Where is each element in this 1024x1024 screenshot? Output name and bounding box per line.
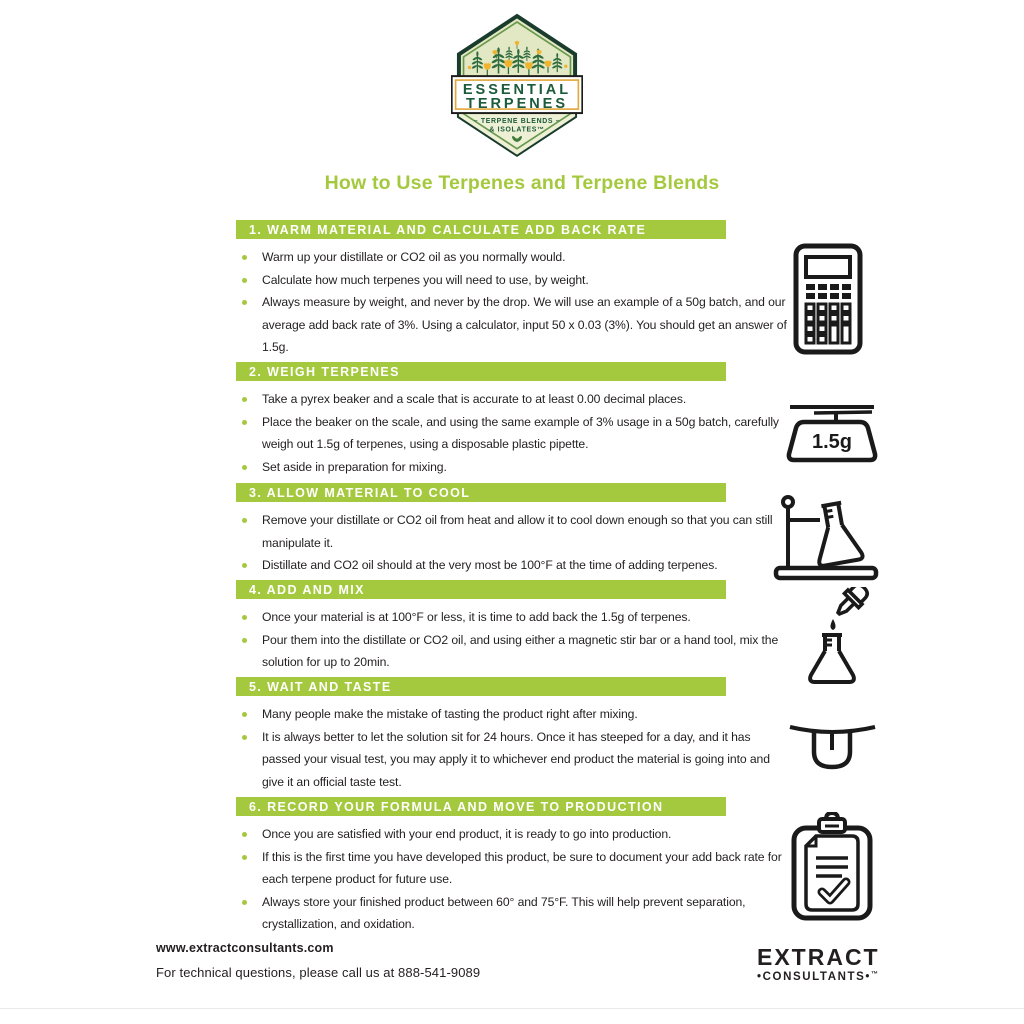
logo-tagline-line1: – TERPENE BLENDS – [473,117,561,125]
clipboard-check-icon [786,812,878,924]
section-header-bar [236,580,726,599]
bullet-item: Remove your distillate or CO2 oil from heat and allow it to cool down enough so that you can still manipulate it. [262,509,787,554]
section-1 [236,220,787,359]
section-header-bar [236,797,726,816]
brand-trademark: ™ [871,971,879,978]
bullet-item: It is always better to let the solution sit for 24 hours. Once it has steeped for a day, and it has passed your visual test, you may apply it to whichever end product the material is going into and give it an official taste test. [262,726,787,794]
bullet-item: Once you are satisfied with your end product, it is ready to go into production. [262,823,787,846]
section-2 [236,362,779,478]
logo-title-line2: TERPENES [465,95,569,112]
footer-website: www.extractconsultants.com [156,941,334,955]
section-5 [236,677,770,793]
bullet-item: Take a pyrex beaker and a scale that is accurate to at least 0.00 decimal places. [262,388,787,411]
extract-consultants-logo [757,944,880,983]
section-6 [236,797,782,936]
section-bullets [236,606,787,674]
logo-tagline-line2: & ISOLATES™ [489,126,545,134]
footer-contact [156,941,480,980]
tongue-icon [785,710,880,782]
section-bullets [236,823,787,936]
section-heading: 1. WARM MATERIAL AND CALCULATE ADD BACK RATE [249,222,647,237]
section-bullets [236,246,787,359]
section-heading: 2. WEIGH TERPENES [249,364,400,379]
scale-icon [782,398,882,468]
section-bullets [236,703,787,793]
scale-weight-label: 1.5g [811,431,853,453]
section-header-bar [236,220,726,239]
dropper-flask-icon [785,587,880,687]
bullet-item: Set aside in preparation for mixing. [262,456,787,479]
section-header-bar [236,483,726,502]
bullet-item: Once your material is at 100°F or less, it is time to add back the 1.5g of terpenes. [262,606,787,629]
brand-subname: •CONSULTANTS•™ [757,971,879,983]
bullet-item: Place the beaker on the scale, and using the same example of 3% usage in a 50g batch, carefully weigh out 1.5g of terpenes, using a disposable plastic pipette. [262,411,787,456]
section-heading: 3. ALLOW MATERIAL TO COOL [249,485,471,500]
logo-title-line1: ESSENTIAL [462,81,572,98]
section-bullets [236,388,787,478]
flask-stand-icon [770,492,882,584]
bullet-item: Distillate and CO2 oil should at the very most be 100°F at the time of adding terpenes. [262,554,787,577]
section-header-bar [236,677,726,696]
section-bullets [236,509,787,577]
essential-terpenes-logo [451,12,583,164]
bullet-item: Pour them into the distillate or CO2 oil, and using either a magnetic stir bar or a hand tool, mix the solution for up to 20min. [262,629,787,674]
section-3 [236,483,773,577]
bullet-item: Always measure by weight, and never by the drop. We will use an example of a 50g batch, and our average add back rate of 3%. Using a calculator, input 50 x 0.03 (3%). You should get an answer of 1.5g. [262,291,787,359]
section-4 [236,580,779,674]
bullet-item: Calculate how much terpenes you will need to use, by weight. [262,269,787,292]
brand-name: EXTRACT [757,944,880,970]
bullet-item: If this is the first time you have developed this product, be sure to document your add back rate for each terpene product for future use. [262,846,787,891]
section-heading: 4. ADD AND MIX [249,582,365,597]
section-heading: 5. WAIT AND TASTE [249,679,392,694]
bullet-item: Always store your finished product between 60° and 75°F. This will help prevent separation, crystallization, and oxidation. [262,891,787,936]
page-bottom-edge [0,1008,1024,1009]
footer-support-line: For technical questions, please call us at 888-541-9089 [156,965,481,980]
section-heading: 6. RECORD YOUR FORMULA AND MOVE TO PRODUCTION [249,799,664,814]
calculator-icon [789,243,875,355]
bullet-item: Many people make the mistake of tasting the product right after mixing. [262,703,787,726]
logo-banner [452,76,583,113]
section-header-bar [236,362,726,381]
bullet-item: Warm up your distillate or CO2 oil as you normally would. [262,246,787,269]
page-title: How to Use Terpenes and Terpene Blends [324,172,720,194]
